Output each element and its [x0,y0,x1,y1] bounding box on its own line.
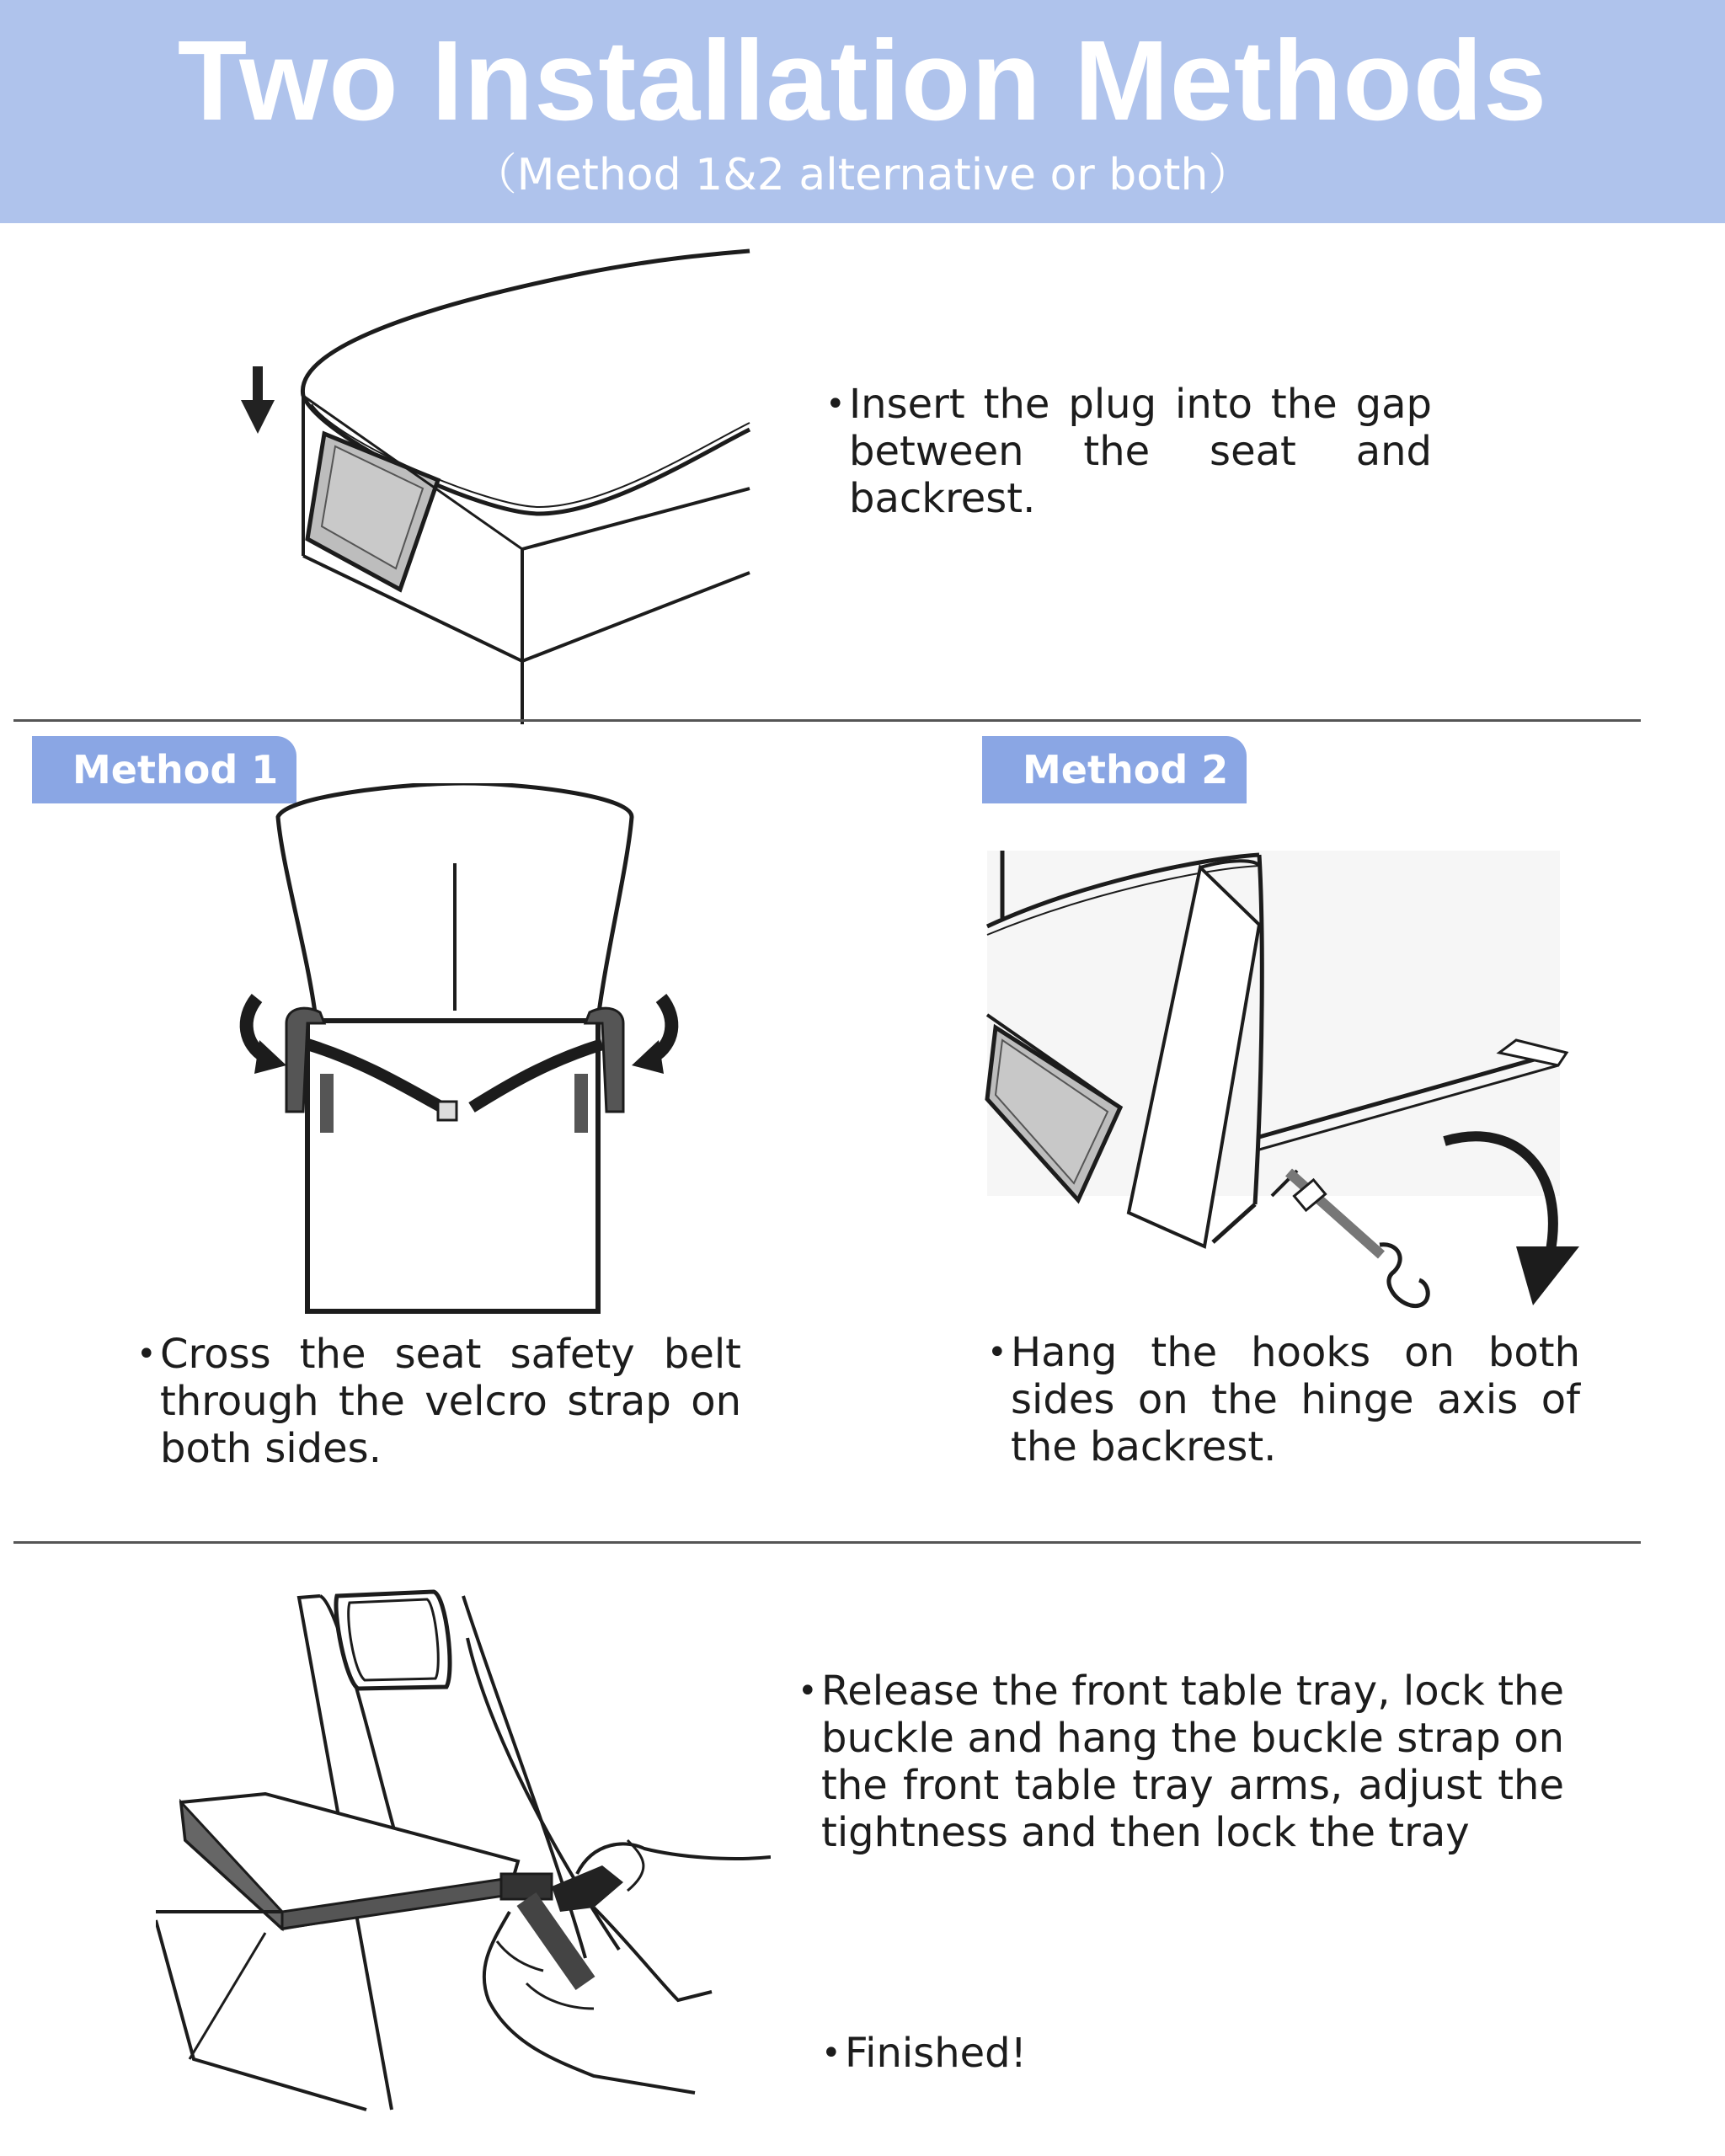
seat-plug-illustration [227,236,766,724]
bullet: • [798,1672,818,1710]
step-method1 [136,1331,741,1472]
step-finished [821,2030,1350,2077]
step-insert-plug-text: Insert the plug into the gap between the seat and backrest. [849,381,1432,522]
method1-illustration [236,783,691,1314]
method2-tag: Method 2 [982,736,1247,803]
step-release-tray-text: Release the front table tray, lock the buckle and hang the buckle strap on the front table tray arms, adjust the tightness and then lock the tray [821,1668,1564,1856]
tray-illustration [156,1588,771,2143]
bullet: • [987,1333,1007,1372]
step-finished-text: Finished! [845,2030,1027,2077]
header-banner [0,0,1725,223]
step-method1-text: Cross the seat safety belt through the velcro strap on both sides. [160,1331,741,1472]
divider-top [13,719,1641,722]
curved-arrow-icon [247,998,286,1074]
divider-bottom [13,1541,1641,1544]
method2-illustration [977,851,1583,1339]
page-title: Two Installation Methods [177,17,1548,144]
curved-arrow-icon [632,998,671,1074]
bullet: • [825,385,846,424]
step-method2-text: Hang the hooks on both sides on the hinge axis of the backrest. [1011,1329,1580,1470]
down-arrow-icon [241,366,275,434]
page-subtitle: （Method 1&2 alternative or both） [473,150,1252,200]
hook-icon [1380,1245,1428,1306]
step-insert-plug [825,381,1432,522]
bullet: • [821,2034,841,2073]
bullet: • [136,1335,157,1374]
step-release-tray [798,1668,1564,1856]
method1-tag: Method 1 [32,736,296,803]
step-method2 [987,1329,1580,1470]
